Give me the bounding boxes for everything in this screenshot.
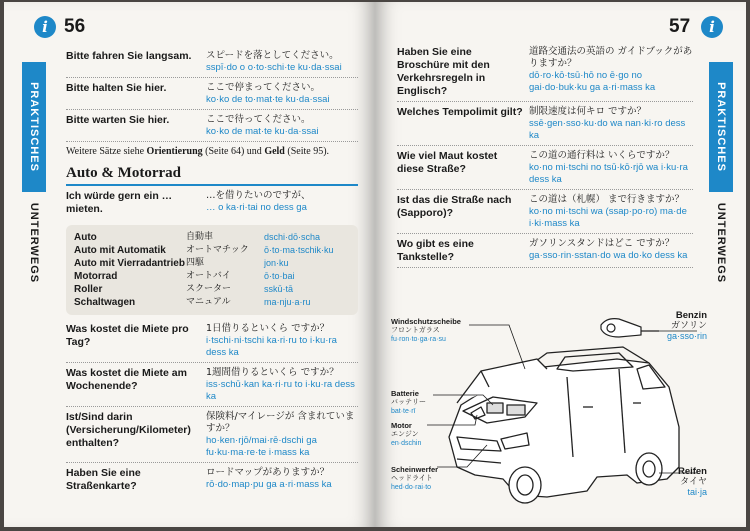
phrase-row	[66, 463, 358, 496]
phrase-romaji: ko·no mi·tschi no tsū·kō·rjō wa i·ku·ra dess ka	[529, 162, 688, 185]
phrase-romaji: ko·no mi·tschi wa (ssap·po·ro) ma·de i·ki·mass ka	[529, 206, 687, 229]
phrase-german: Haben Sie eine Broschüre mit den Verkehrsregeln in Englisch?	[397, 46, 490, 97]
phrase-romaji: iss·schū·kan ka·ri·ru to i·ku·ra dess ka	[206, 379, 355, 402]
section-heading: Auto & Motorrad	[66, 163, 358, 186]
label-petrol: Benzin ガソリン ga·sso·rin	[666, 310, 707, 341]
phrase-romaji: dō·ro·kō·tsū·hō no ē·go no gai·do·buk·ku ga a·ri·mass ka	[529, 70, 656, 93]
phrase-row	[66, 407, 358, 463]
phrase-german: Haben Sie eine Straßenkarte?	[66, 467, 141, 492]
phrase-japanese: ガソリンスタンドはどこ ですか？	[529, 238, 675, 249]
phrase-german: Ist das die Straße nach (Sapporo)?	[397, 194, 512, 219]
info-icon: i	[701, 16, 723, 38]
phrase-german: Bitte fahren Sie langsam.	[66, 50, 192, 62]
phrase-japanese: ロードマップがありますか？	[206, 467, 330, 478]
phrase-japanese: スピードを落としてください。	[206, 50, 339, 61]
vocab-item: Auto mit Vierradantrieb 四駆 jon·ku	[74, 258, 289, 269]
phrase-japanese: 保険料/マイレージが 含まれていますか？	[206, 411, 355, 434]
phrase-german: Wo gibt es eine Tankstelle?	[397, 238, 474, 263]
phrase-german: Wie viel Maut kostet diese Straße?	[397, 150, 498, 175]
phrase-japanese: ここで待ってください。	[206, 114, 311, 125]
phrase-romaji: ho·ken·rjō/mai·rē·dschi ga fu·ku·ma·re·te i·mass ka	[206, 435, 317, 458]
phrase-japanese: ここで停まってください。	[206, 82, 321, 93]
section-sublabel: UNTERWEGS	[715, 202, 727, 284]
phrase-row	[66, 46, 358, 78]
section-tab	[22, 62, 46, 192]
vocab-item: Schaltwagen マニュアル ma·nju·a·ru	[74, 297, 311, 308]
phrase-romaji: sspī·do o o·to·schi·te ku·da·ssai	[206, 62, 342, 73]
phrase-romaji: ko·ko de mat·te ku·da·ssai	[206, 126, 319, 137]
section-sublabel: UNTERWEGS	[28, 202, 40, 284]
phrase-german: Bitte warten Sie hier.	[66, 114, 170, 126]
phrase-japanese: 道路交通法の英語の ガイドブックがありますか？	[529, 46, 693, 69]
car-diagram	[391, 307, 707, 517]
vocab-item: Auto 自動車 dschi·dō·scha	[74, 232, 321, 243]
phrase-japanese: …を借りたいのですが、	[206, 190, 311, 201]
phrase-row	[397, 102, 693, 146]
phrase-row	[397, 146, 693, 190]
phrase-german: Ist/Sind darin (Versicherung/Kilometer) enthalten?	[66, 411, 191, 449]
phrase-german: Bitte halten Sie hier.	[66, 82, 167, 94]
section-tab-label: PRAKTISCHES	[28, 82, 40, 172]
phrase-row	[66, 363, 358, 407]
fuel-nozzle-icon	[601, 319, 659, 337]
phrase-japanese: 1日借りるといくら ですか？	[206, 323, 330, 334]
phrase-german: Was kostet die Miete pro Tag?	[66, 323, 189, 348]
right-page	[375, 2, 746, 527]
phrase-german: Welches Tempolimit gilt?	[397, 106, 523, 118]
phrase-row	[66, 110, 358, 142]
phrase-romaji: ssē·gen·sso·ku·do wa nan·ki·ro dess ka	[529, 118, 686, 141]
vocab-item: Roller スクーター sskū·tā	[74, 284, 294, 295]
phrase-japanese: 制限速度は何キロ ですか？	[529, 106, 647, 117]
section-tab	[709, 62, 733, 192]
phrase-romaji: ko·ko de to·mat·te ku·da·ssai	[206, 94, 330, 105]
phrase-row	[397, 42, 693, 102]
cross-reference-note: Weitere Sätze siehe Orientierung (Seite 64) und Geld (Seite 95).	[66, 146, 330, 157]
phrase-japanese: 1週間借りるといくら ですか？	[206, 367, 339, 378]
phrase-japanese: この道は（札幌） まで行きますか？	[529, 194, 685, 205]
page-number: 57	[669, 16, 691, 37]
phrase-row	[397, 234, 693, 268]
vocab-box	[66, 225, 358, 315]
left-page	[4, 2, 375, 527]
info-icon: i	[34, 16, 56, 38]
open-book	[4, 2, 746, 527]
label-headlight: Scheinwerfer ヘッドライト hed·do·rai·to	[391, 465, 439, 491]
phrase-romaji: rō·do·map·pu ga a·ri·mass ka	[206, 479, 332, 490]
phrase-row	[66, 319, 358, 363]
left-content	[66, 46, 358, 496]
phrase-german: Was kostet die Miete am Wochenende?	[66, 367, 187, 392]
vocab-item: Auto mit Automatik オートマチック ō·to·ma·tschik·ku	[74, 245, 334, 256]
phrase-row	[66, 186, 358, 219]
phrase-row	[397, 190, 693, 234]
right-content	[397, 42, 693, 268]
label-engine: Motor エンジン en·dschin	[391, 421, 422, 447]
label-battery: Batterie バッテリー bat·te·rī	[391, 389, 426, 415]
phrase-romaji: … o ka·ri·tai no dess ga	[206, 202, 307, 213]
phrase-romaji: i·tschi·ni·tschi ka·ri·ru to i·ku·ra dess ka	[206, 335, 337, 358]
label-tyres: Reifen タイヤ tai·ja	[677, 466, 707, 497]
label-windshield: Windschutzscheibe フロントガラス fu·ron·to·ga·ra·su	[391, 317, 461, 343]
phrase-romaji: ga·sso·rin·sstan·do wa do·ko dess ka	[529, 250, 688, 261]
phrase-german: Ich würde gern ein … mieten.	[66, 190, 173, 215]
phrase-japanese: この道の通行料は いくらですか？	[529, 150, 675, 161]
vocab-item: Motorrad オートバイ ō·to·bai	[74, 271, 295, 282]
phrase-row	[66, 78, 358, 110]
section-tab-label: PRAKTISCHES	[715, 82, 727, 172]
page-number: 56	[64, 16, 86, 37]
